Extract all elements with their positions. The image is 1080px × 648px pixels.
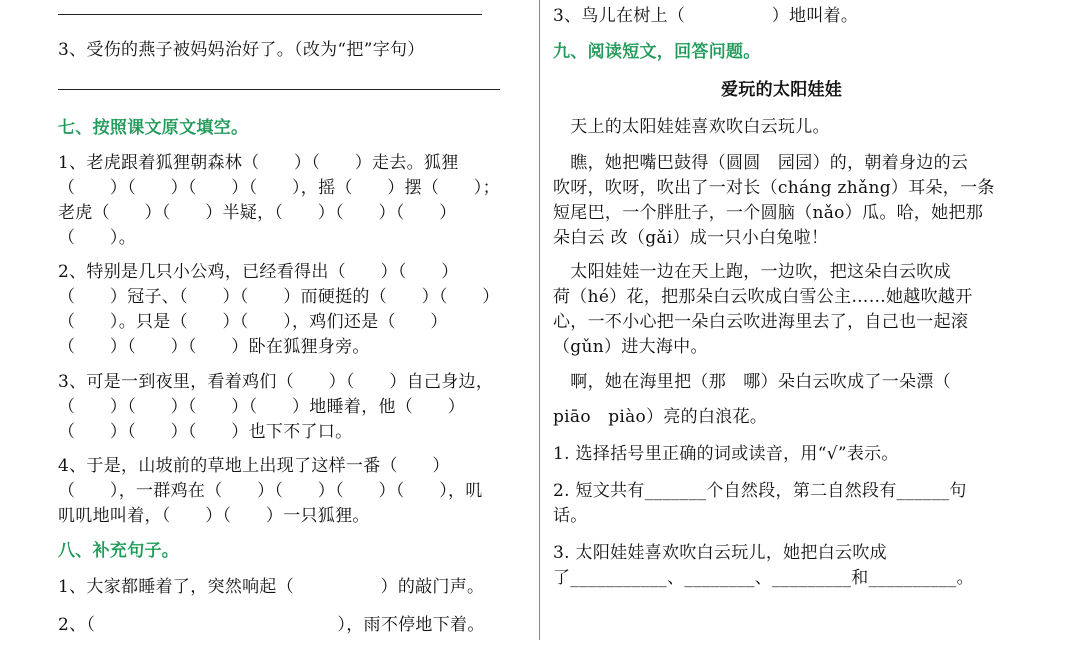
- paragraph-3-line: （gǔn）进大海中。: [553, 337, 708, 357]
- fill-line: （ ）（ ）（ ）也下不了口。: [58, 422, 353, 442]
- fill-line: （ ），一群鸡在（ ）（ ）（ ）（ ），叽: [58, 481, 483, 501]
- fill-line: （ ）（ ）（ ）（ ）地睡着，他（ ）: [58, 397, 465, 417]
- paragraph-3-line: 荷（hé）花，把那朵白云吹成白雪公主……她越吹越开: [553, 287, 973, 307]
- paragraph-3-line: 太阳娃娃一边在天上跑，一边吹，把这朵白云吹成: [553, 262, 951, 282]
- question-2-line: 话。: [553, 506, 588, 526]
- paragraph-2-line: 朵白云 改（gǎi）成一只小白兔啦！: [553, 228, 829, 248]
- question-1: 1. 选择括号里正确的词或读音，用“√”表示。: [553, 444, 899, 464]
- fill-line: 2、（ ），雨不停地下着。: [58, 615, 485, 635]
- story-title: 爱玩的太阳娃娃: [721, 80, 843, 100]
- fill-line: 3、可是一到夜里，看着鸡们（ ）（ ）自己身边，: [58, 372, 494, 392]
- fill-line: 1、老虎跟着狐狸朝森林（ ）（ ）走去。狐狸: [58, 153, 459, 173]
- question-3-line: 了___________、________、_________和__________。: [553, 568, 974, 588]
- fill-line: 1、大家都睡着了，突然响起（ ）的敲门声。: [58, 577, 485, 597]
- paragraph-4-line: piāo piào）亮的白浪花。: [553, 407, 768, 427]
- fill-line: （ ）（ ）（ ）（ ），摇（ ）摆（ ）；: [58, 178, 500, 198]
- question-text: 3、受伤的燕子被妈妈治好了。（改为“把”字句）: [58, 40, 425, 60]
- fill-line: （ ）。: [58, 228, 136, 248]
- section-heading-9: 九、阅读短文，回答问题。: [553, 42, 761, 62]
- answer-line: [58, 89, 500, 90]
- fill-line: 4、于是，山坡前的草地上出现了这样一番（ ）: [58, 456, 450, 476]
- fill-line: （ ）。只是（ ）（ ），鸡们还是（ ）: [58, 312, 448, 332]
- question-2-line: 2. 短文共有_______个自然段，第二自然段有______句: [553, 481, 967, 501]
- fill-line: 2、特别是几只小公鸡，已经看得出（ ）（ ）: [58, 262, 459, 282]
- fill-line: （ ）（ ）（ ）卧在狐狸身旁。: [58, 337, 370, 357]
- question-3-line: 3. 太阳娃娃喜欢吹白云玩儿，她把白云吹成: [553, 543, 887, 563]
- section-heading-8: 八、补充句子。: [58, 541, 180, 561]
- paragraph-1: 天上的太阳娃娃喜欢吹白云玩儿。: [553, 117, 830, 137]
- fill-line: （ ）冠子、（ ）（ ）而硬挺的（ ）（ ）: [58, 287, 500, 307]
- left-column: [58, 0, 528, 648]
- fill-line: 叽叽地叫着，（ ）（ ）一只狐狸。: [58, 506, 370, 526]
- section-heading-7: 七、按照课文原文填空。: [58, 118, 249, 138]
- paragraph-2-line: 瞧，她把嘴巴鼓得（圆圆 园园）的，朝着身边的云: [553, 153, 969, 173]
- paragraph-2-line: 吹呀，吹呀，吹出了一对长（cháng zhǎng）耳朵，一条: [553, 178, 995, 198]
- paragraph-2-line: 短尾巴，一个胖肚子，一个圆脑（nǎo）瓜。哈，她把那: [553, 203, 984, 223]
- fill-line: 老虎（ ）（ ）半疑，（ ）（ ）（ ）: [58, 203, 457, 223]
- paragraph-3-line: 心，一不小心把一朵白云吹进海里去了，自己也一起滚: [553, 312, 969, 332]
- answer-line-top: [58, 14, 482, 15]
- paragraph-4-line: 啊，她在海里把（那 哪）朵白云吹成了一朵漂（: [553, 372, 951, 392]
- fill-line: 3、鸟儿在树上（ ）地叫着。: [553, 6, 859, 26]
- column-divider: [539, 0, 540, 640]
- right-column: [553, 0, 1063, 648]
